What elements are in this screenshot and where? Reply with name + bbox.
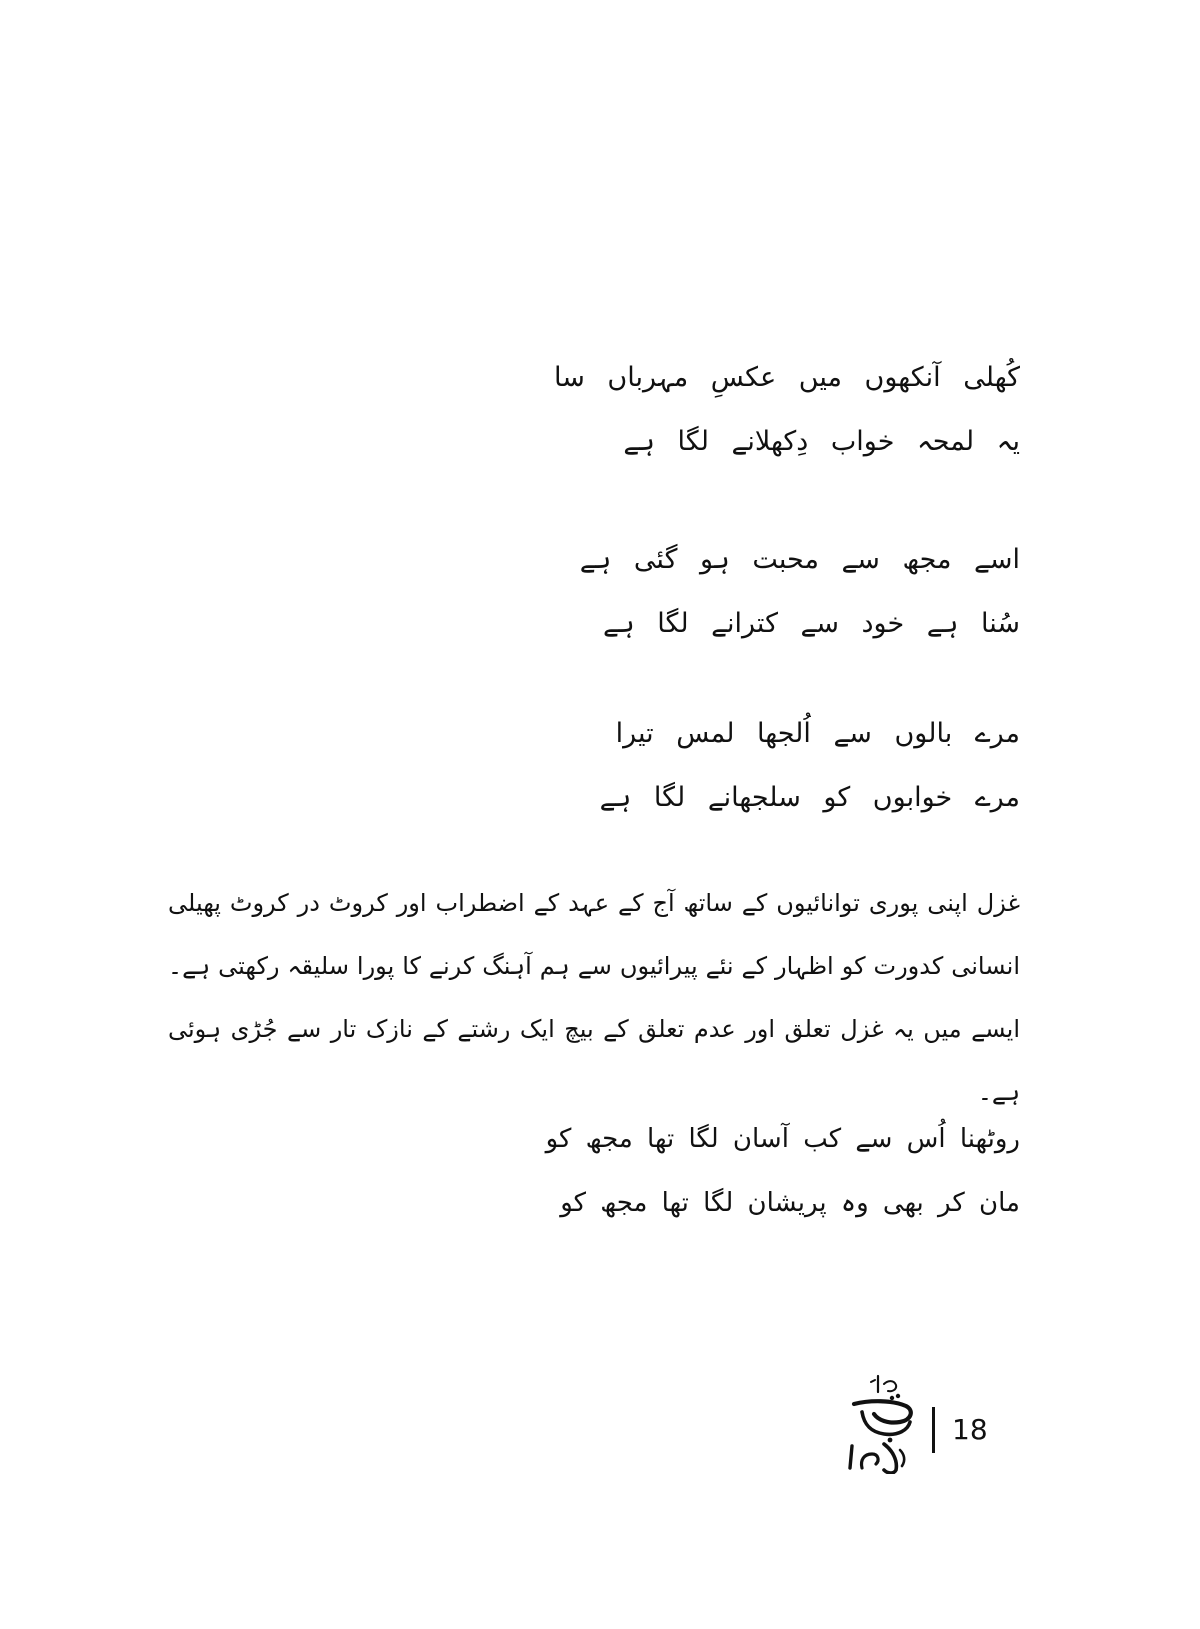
calligraphy-logo-icon [840,1370,924,1474]
page-footer [840,1370,1040,1480]
couplet [320,702,1020,830]
page-number: 18 [952,1413,988,1446]
verse-line: مرے بالوں سے اُلجھا لمس تیرا [615,718,1020,749]
book-logo [840,1370,924,1474]
verse-line: روٹھنا اُس سے کب آسان لگا تھا مجھ کو [545,1124,1020,1154]
verse-line: مان کر بھی وہ پریشان لگا تھا مجھ کو [560,1188,1020,1218]
verse-line: یہ لمحہ خواب دِکھلانے لگا ہے [623,426,1020,457]
couplet [320,528,1020,656]
footer-divider [932,1407,935,1453]
prose-paragraph: غزل اپنی پوری توانائیوں کے ساتھ آج کے عہد کے اضطراب اور کروٹ در کروٹ پھیلی انسانی کدورت کو اظہار کے نئے پیرائیوں سے ہم آہنگ کرنے کا پورا سلیقہ رکھتی ہے۔ ایسے میں یہ غزل تعلق اور عدم تعلق کے بیچ ایک رشتے کے نازک تار سے جُڑی ہوئی ہے۔ [168,889,1020,1106]
couplet [320,346,1020,474]
verse-line: مرے خوابوں کو سلجھانے لگا ہے [599,782,1020,813]
couplet [320,1107,1020,1235]
verse-line: سُنا ہے خود سے کترانے لگا ہے [603,608,1020,639]
verse-line: کُھلی آنکھوں میں عکسِ مہرباں سا [553,362,1020,393]
verse-line: اسے مجھ سے محبت ہو گئی ہے [579,544,1020,575]
